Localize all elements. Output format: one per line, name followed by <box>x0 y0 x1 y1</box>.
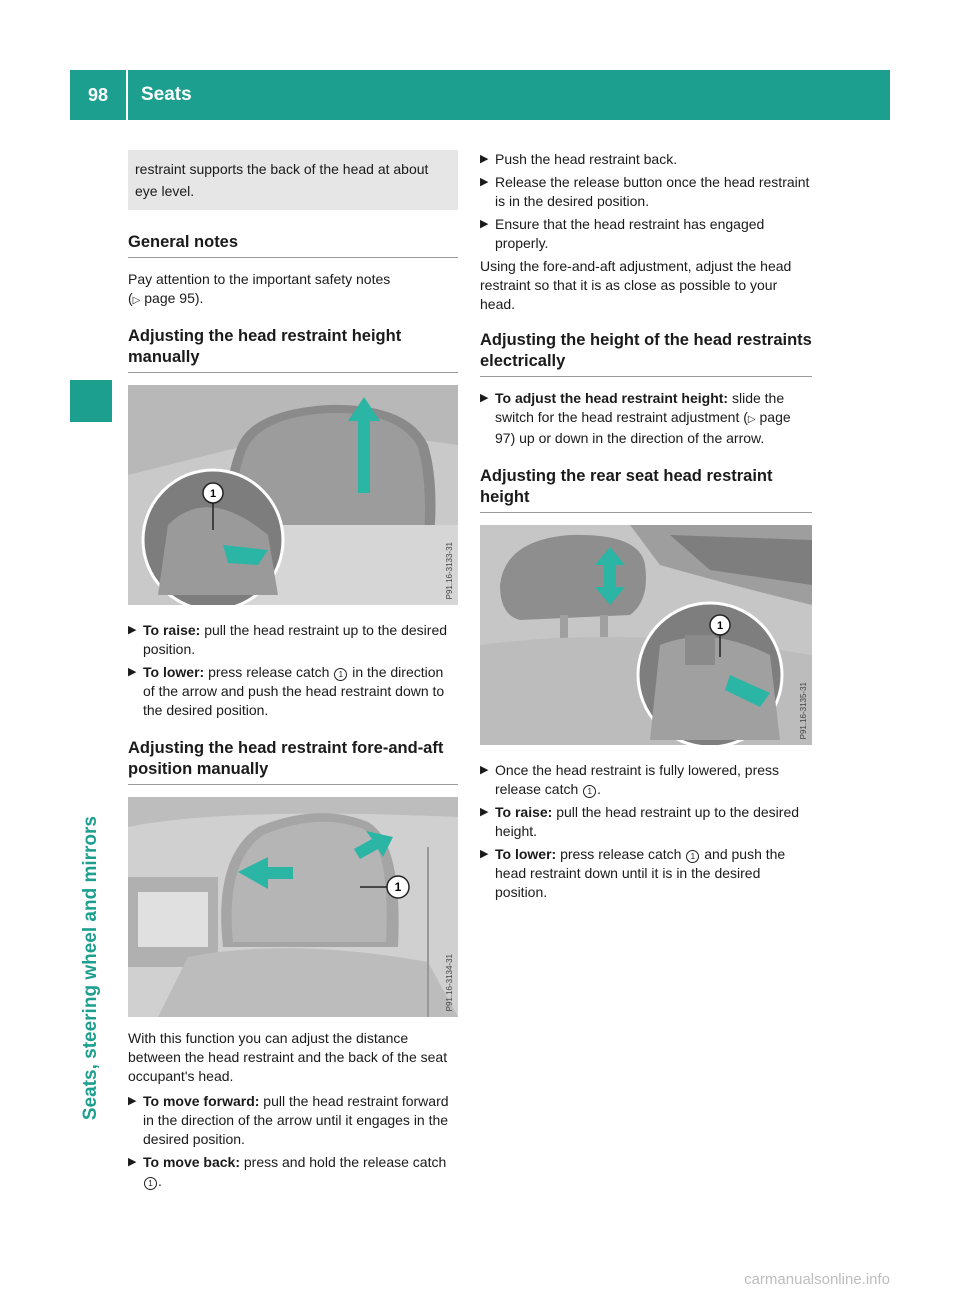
instruction-arrow-icon: ▶ <box>128 666 137 678</box>
note-box: restraint supports the back of the head at about eye level. <box>128 150 458 210</box>
instruction-arrow-icon: ▶ <box>128 1156 137 1168</box>
rear-head-restraint-illustration <box>480 525 812 745</box>
step-release-button <box>480 173 812 211</box>
release-catch-marker: 1 <box>583 785 596 798</box>
instruction-text: pull the head restraint forward in the direction of the arrow until it engages in the desired position. <box>143 1093 449 1147</box>
figure-height-manual <box>128 385 458 605</box>
release-catch-marker: 1 <box>334 668 347 681</box>
instruction-text: . <box>158 1173 162 1189</box>
svg-text:1: 1 <box>716 620 724 632</box>
instruction-lower <box>128 663 458 720</box>
page-ref-link[interactable]: page 95). <box>144 290 204 306</box>
instruction-text: Release the release button once the head restraint is in the desired position. <box>495 174 810 209</box>
header-divider <box>126 70 128 120</box>
instruction-text: Once the head restraint is fully lowered, press release catch <box>495 762 780 797</box>
instruction-text: Push the head restraint back. <box>495 151 678 167</box>
heading-electric: Adjusting the height of the head restraints electrically <box>480 330 812 377</box>
svg-text:1: 1 <box>209 488 217 500</box>
instruction-arrow-icon: ▶ <box>480 153 489 165</box>
instruction-arrow-icon: ▶ <box>480 764 489 776</box>
instruction-text: in the direction of the arrow and push the head restraint down to the desired position. <box>143 664 445 718</box>
instruction-label: To adjust the head restraint height: <box>495 390 729 406</box>
instruction-text: pull the head restraint up to the desired position. <box>143 622 448 657</box>
instruction-electric-height <box>480 389 812 448</box>
head-restraint-raise-illustration <box>128 385 458 605</box>
figure-ref: P91.16-3133-31 <box>445 541 454 599</box>
instruction-press-catch <box>480 761 812 799</box>
instruction-rear-raise <box>480 803 812 841</box>
page-title: Seats <box>141 84 192 105</box>
header-bar <box>70 70 890 120</box>
svg-text:1: 1 <box>394 880 402 894</box>
figure-ref: P91.16-3135-31 <box>799 681 808 739</box>
instruction-label: To raise: <box>143 622 201 638</box>
figure-rear-seat <box>480 525 812 745</box>
instruction-arrow-icon: ▶ <box>480 848 489 860</box>
release-catch-marker: 1 <box>686 850 699 863</box>
page-ref-icon[interactable]: ▷ <box>747 414 756 425</box>
instruction-arrow-icon: ▶ <box>128 1095 137 1107</box>
instruction-label: To move back: <box>143 1154 240 1170</box>
side-tab-label: Seats, steering wheel and mirrors <box>80 815 101 1120</box>
instruction-text: pull the head restraint up to the desired height. <box>495 804 800 839</box>
right-column <box>480 150 812 906</box>
instruction-text: Ensure that the head restraint has engaged properly. <box>495 216 765 251</box>
instruction-arrow-icon: ▶ <box>480 218 489 230</box>
figure-ref: P91.16-3134-31 <box>445 953 454 1011</box>
general-notes-paren: ( <box>128 290 133 306</box>
instruction-text: press release catch <box>556 846 686 862</box>
step-ensure-engaged <box>480 215 812 253</box>
heading-general-notes: General notes <box>128 232 458 258</box>
general-notes-text <box>128 270 458 310</box>
head-restraint-fore-aft-illustration <box>128 797 458 1017</box>
fore-aft-intro: With this function you can adjust the distance between the head restraint and the back of the seat occupant's head. <box>128 1030 448 1084</box>
instruction-label: To move forward: <box>143 1093 260 1109</box>
left-column <box>128 150 458 1195</box>
instruction-arrow-icon: ▶ <box>128 624 137 636</box>
heading-height-manual: Adjusting the head restraint height manually <box>128 326 458 373</box>
instruction-text: slide the switch for the head restraint adjustment ( <box>495 390 785 425</box>
instruction-label: To lower: <box>143 664 205 680</box>
general-notes-text-1: Pay attention to the important safety notes <box>128 271 391 287</box>
side-tab-marker <box>70 380 112 422</box>
instruction-rear-lower <box>480 845 812 902</box>
instruction-text: and push the head restraint down until it is in the desired position. <box>495 846 786 900</box>
instruction-text: press and hold the release catch <box>240 1154 447 1170</box>
instruction-arrow-icon: ▶ <box>480 176 489 188</box>
fore-aft-paragraph: Using the fore-and-aft adjustment, adjust the head restraint so that it is as close as possible to your head. <box>480 258 792 312</box>
figure-fore-aft <box>128 797 458 1017</box>
release-catch-marker: 1 <box>144 1177 157 1190</box>
instruction-label: To raise: <box>495 804 553 820</box>
page-number: 98 <box>87 84 109 105</box>
instruction-arrow-icon: ▶ <box>480 392 489 404</box>
heading-fore-aft: Adjusting the head restraint fore-and-aft position manually <box>128 738 458 785</box>
step-push-back <box>480 150 812 169</box>
instruction-text: . <box>597 781 602 797</box>
instruction-text: page 97) up or down in the direction of the arrow. <box>495 409 791 446</box>
footer-watermark: carmanualsonline.info <box>744 1271 890 1288</box>
side-tab[interactable] <box>70 430 112 1120</box>
page-ref-icon: ▷ <box>132 295 141 306</box>
instruction-label: To lower: <box>495 846 557 862</box>
instruction-text: press release catch <box>204 664 334 680</box>
heading-rear-seat: Adjusting the rear seat head restraint height <box>480 466 812 513</box>
instruction-arrow-icon: ▶ <box>480 806 489 818</box>
instruction-raise <box>128 621 458 659</box>
instruction-move-forward <box>128 1092 458 1149</box>
instruction-move-back <box>128 1153 458 1191</box>
